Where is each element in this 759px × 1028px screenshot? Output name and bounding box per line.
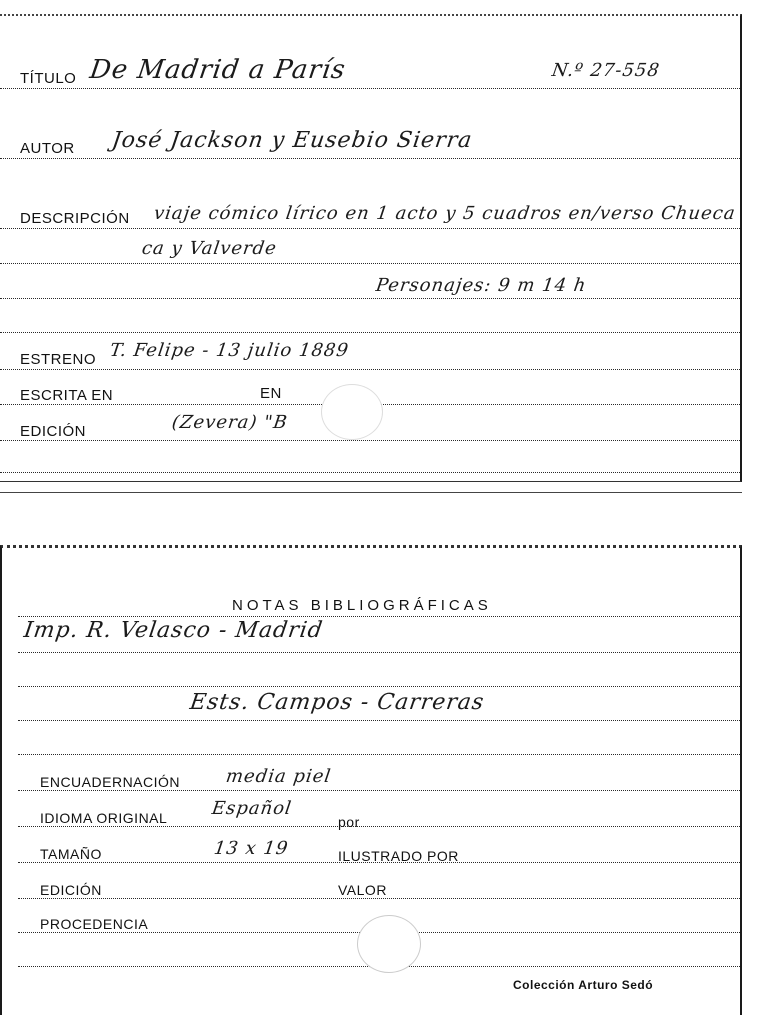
note-line2: Ests. Campos - Carreras: [188, 690, 487, 715]
rule-encuadernacion: [18, 790, 740, 791]
collection-footer: Colección Arturo Sedó: [513, 978, 654, 992]
note-line1: Imp. R. Velasco - Madrid: [22, 618, 325, 643]
rule-notes-5: [18, 754, 740, 755]
escrita-label: ESCRITA EN: [20, 387, 114, 404]
rule-estreno: [0, 369, 740, 370]
edicion-label-top: EDICIÓN: [20, 423, 87, 440]
procedencia-label: PROCEDENCIA: [40, 916, 149, 932]
idioma-value: Español: [210, 798, 294, 819]
tamano-value: 13 x 19: [212, 838, 290, 859]
notas-heading: NOTAS BIBLIOGRÁFICAS: [232, 597, 492, 614]
encuadernacion-value: media piel: [224, 766, 333, 787]
punch-hole-bottom: [358, 916, 420, 972]
edicion-label-bottom: EDICIÓN: [40, 882, 102, 898]
estreno-value: T. Felipe - 13 julio 1889: [108, 340, 351, 361]
titulo-label: TÍTULO: [20, 70, 77, 87]
rule-edicion: [0, 440, 740, 441]
autor-label: AUTOR: [20, 140, 75, 157]
rule-titulo: [0, 88, 740, 89]
rule-descripcion-2: [0, 263, 740, 264]
descripcion-line2: ca y Valverde: [140, 238, 279, 259]
descripcion-label: DESCRIPCIÓN: [20, 210, 130, 227]
descripcion-line1: viaje cómico lírico en 1 acto y 5 cuadros en/verso Chueca: [152, 203, 738, 224]
punch-hole-top: [322, 385, 382, 439]
rule-bottom-top: [0, 472, 740, 473]
rule-idioma: [18, 826, 740, 827]
descripcion-line3: Personajes: 9 m 14 h: [374, 275, 588, 296]
valor-label: VALOR: [338, 882, 387, 898]
por-label: por: [338, 814, 360, 830]
edicion-value-top: (Zevera) "B: [170, 412, 290, 433]
autor-value: José Jackson y Eusebio Sierra: [110, 128, 475, 153]
rule-notes-3: [18, 686, 740, 687]
ilustrado-label: ILUSTRADO POR: [338, 848, 459, 864]
rule-descripcion: [0, 228, 740, 229]
card-separator: [0, 492, 742, 493]
rule-descripcion-4: [0, 332, 740, 333]
en-label: EN: [260, 385, 282, 402]
rule-notes-4: [18, 720, 740, 721]
rule-descripcion-3: [0, 298, 740, 299]
rule-notes-2: [18, 652, 740, 653]
rule-autor: [0, 158, 740, 159]
titulo-value: De Madrid a París: [87, 55, 348, 85]
rule-notes-1: [18, 616, 740, 617]
encuadernacion-label: ENCUADERNACIÓN: [40, 774, 181, 790]
estreno-label: ESTRENO: [20, 351, 97, 368]
rule-edicion: [18, 898, 740, 899]
tamano-label: TAMAÑO: [40, 846, 102, 862]
idioma-label: IDIOMA ORIGINAL: [40, 810, 168, 826]
numero-value: N.º 27-558: [550, 60, 662, 81]
